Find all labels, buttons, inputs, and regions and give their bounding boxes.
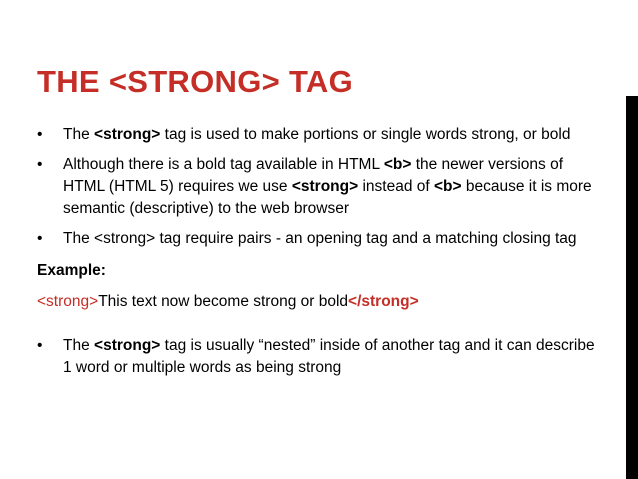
example-text: This text now become strong or bold <box>98 293 349 310</box>
bullet-text: The <strong> tag require pairs - an opening tag and a matching closing tag <box>63 230 577 247</box>
slide-title: THE <STRONG> TAG <box>37 64 353 99</box>
example-code-line <box>37 291 597 313</box>
bullet-bold-tag: <b> <box>433 178 462 195</box>
bullet-text: The <box>63 126 95 143</box>
bullet-text: The <box>63 337 95 354</box>
bullet-text: tag is used to make portions or single words strong, or bold <box>160 126 571 143</box>
bullet-item-1 <box>37 124 597 146</box>
bullet-marker: • <box>37 126 43 143</box>
bullet-marker: • <box>37 156 43 173</box>
example-open-tag: <strong> <box>37 293 99 310</box>
bullet-text: instead of <box>358 178 434 195</box>
bullet-text: Although there is a bold tag available in HTML <box>63 156 384 173</box>
bullet-text: the newer versions of HTML (HTML 5) requires we use <box>63 156 564 195</box>
bullet-text: tag is usually “nested” inside of another tag and it can describe 1 word or multiple words as being strong <box>63 337 595 376</box>
bullet-item-4 <box>37 335 597 379</box>
slide-side-bar <box>626 0 638 479</box>
example-close-tag: </strong> <box>348 293 419 310</box>
example-label: Example: <box>37 262 106 279</box>
bullet-marker: • <box>37 337 43 354</box>
bullet-item-2 <box>37 154 597 220</box>
bullet-text: because it is more semantic (descriptive) to the web browser <box>63 178 592 217</box>
bullet-bold-tag: <strong> <box>94 337 161 354</box>
bullet-item-3 <box>37 228 597 250</box>
slide-content <box>37 124 597 387</box>
bullet-bold-tag: <strong> <box>291 178 359 195</box>
bullet-bold-tag: <strong> <box>94 126 161 143</box>
bullet-bold-tag: <b> <box>383 156 412 173</box>
bullet-marker: • <box>37 230 43 247</box>
side-bar-dark-segment <box>626 96 638 479</box>
